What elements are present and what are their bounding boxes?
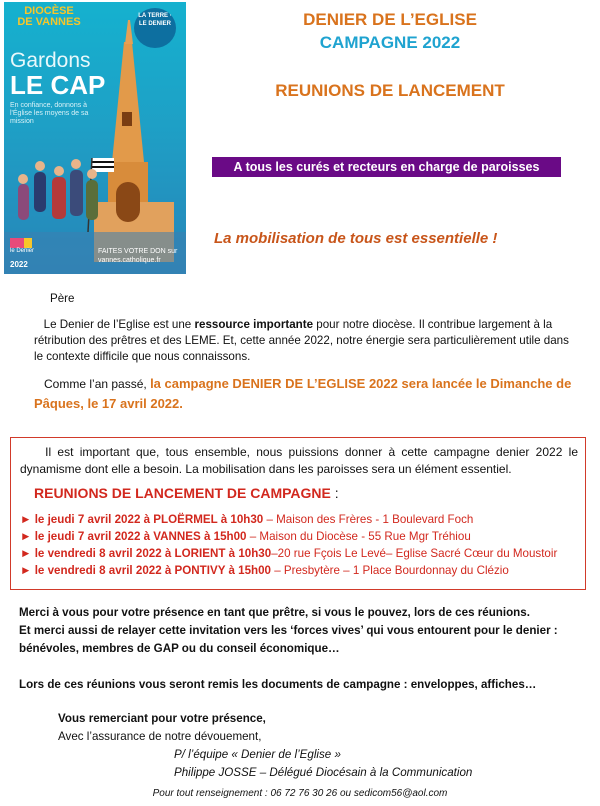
closing-line-1: Merci à vous pour votre présence en tant que prêtre, si vous le pouvez, lors de ces réunions. bbox=[19, 606, 530, 619]
poster-diocese bbox=[10, 6, 88, 28]
poster-diocese-line2: DE VANNES bbox=[17, 16, 81, 28]
poster-gardons: Gardons bbox=[10, 49, 91, 72]
poster-le-cap: LE CAP bbox=[10, 70, 106, 100]
mobilisation-heading: La mobilisation de tous est essentielle ! bbox=[214, 230, 498, 247]
para1-bold: ressource importante bbox=[194, 318, 314, 331]
meetings-title bbox=[34, 485, 339, 501]
meeting-item bbox=[20, 545, 557, 562]
closing-documents: Lors de ces réunions vous seront remis les documents de campagne : enveloppes, affiches… bbox=[19, 678, 537, 691]
paragraph-launch bbox=[34, 374, 580, 414]
poster-footer: FAITES VOTRE DON sur vannes.catholique.fr bbox=[98, 248, 178, 264]
header-title-2: CAMPAGNE 2022 bbox=[319, 33, 461, 52]
poster-diocese-line1: DIOCÈSE bbox=[24, 5, 74, 17]
meetings-title-text: REUNIONS DE LANCEMENT DE CAMPAGNE bbox=[34, 485, 331, 501]
poster-denier-label: le Denier bbox=[10, 248, 35, 254]
meeting-item bbox=[20, 528, 557, 545]
closing-thanks bbox=[19, 604, 589, 658]
campaign-poster bbox=[4, 2, 186, 274]
meeting-where: – Maison du Diocèse - 55 Rue Mgr Tréhiou bbox=[246, 530, 471, 543]
audience-banner: A tous les curés et recteurs en charge de paroisses bbox=[212, 157, 561, 177]
signature-assurance: Avec l’assurance de notre dévouement, bbox=[58, 730, 262, 743]
header-title-1: DENIER DE L’EGLISE bbox=[303, 10, 477, 29]
box-intro bbox=[20, 444, 578, 478]
closing-line-2: Et merci aussi de relayer cette invitation vers les ‘forces vives’ qui vous entourent pour le denier : bénévoles, membres de GAP ou du conseil économique… bbox=[19, 624, 558, 655]
contact-info: Pour tout renseignement : 06 72 76 30 26 ou sedicom56@aol.com bbox=[152, 788, 448, 799]
para1-text-c: pour notre diocèse. Il contribue largement à la rétribution des prêtres et des LEME. Et, cette année 2022, notre énergie sera particulièrement utile dans le contexte difficile que nous connaissons. bbox=[34, 318, 569, 363]
signature-name: Philippe JOSSE – Délégué Diocésain à la Communication bbox=[174, 766, 473, 779]
meeting-where: – Maison des Frères - 1 Boulevard Foch bbox=[263, 513, 474, 526]
para2-highlight: la campagne DENIER DE L’EGLISE 2022 sera lancée le Dimanche de Pâques, le 17 avril 2022. bbox=[34, 376, 572, 411]
para2-text-a: Comme l’an passé, bbox=[44, 377, 151, 391]
paragraph-intro bbox=[34, 317, 574, 365]
meeting-where: –20 rue Fçois Le Levé– Eglise Sacré Cœur du Moustoir bbox=[271, 547, 558, 560]
signature-block bbox=[58, 710, 472, 782]
meeting-where: – Presbytère – 1 Place Bourdonnay du Clézio bbox=[271, 564, 509, 577]
greeting: Père bbox=[50, 292, 75, 305]
header-title-3: REUNIONS DE LANCEMENT bbox=[275, 81, 505, 100]
para1-text-a: Le Denier de l’Eglise est une bbox=[43, 318, 195, 331]
poster-subtitle: En confiance, donnons à l'Église les moyens de sa mission bbox=[10, 102, 89, 125]
meeting-when: ► le jeudi 7 avril 2022 à VANNES à 15h00 bbox=[20, 530, 247, 543]
meeting-when: ► le vendredi 8 avril 2022 à LORIENT à 10h30 bbox=[20, 547, 272, 560]
signature-team: P/ l’équipe « Denier de l’Eglise » bbox=[174, 748, 341, 761]
meeting-when: ► le jeudi 7 avril 2022 à PLOËRMEL à 10h30 bbox=[20, 513, 264, 526]
meeting-item bbox=[20, 511, 557, 528]
poster-logo: LA TERRE · LE DENIER bbox=[134, 8, 176, 48]
meetings-list bbox=[20, 511, 557, 579]
meetings-title-colon: : bbox=[330, 485, 339, 501]
signature-thanks: Vous remerciant pour votre présence, bbox=[58, 712, 266, 725]
meeting-when: ► le vendredi 8 avril 2022 à PONTIVY à 15h00 bbox=[20, 564, 271, 577]
box-intro-text: Il est important que, tous ensemble, nous puissions donner à cette campagne denier 2022 le dynamisme dont elle a besoin. La mobilisation dans les paroisses sera un élément essentiel. bbox=[20, 445, 578, 476]
poster-year: 2022 bbox=[10, 260, 28, 269]
meeting-item bbox=[20, 562, 557, 579]
